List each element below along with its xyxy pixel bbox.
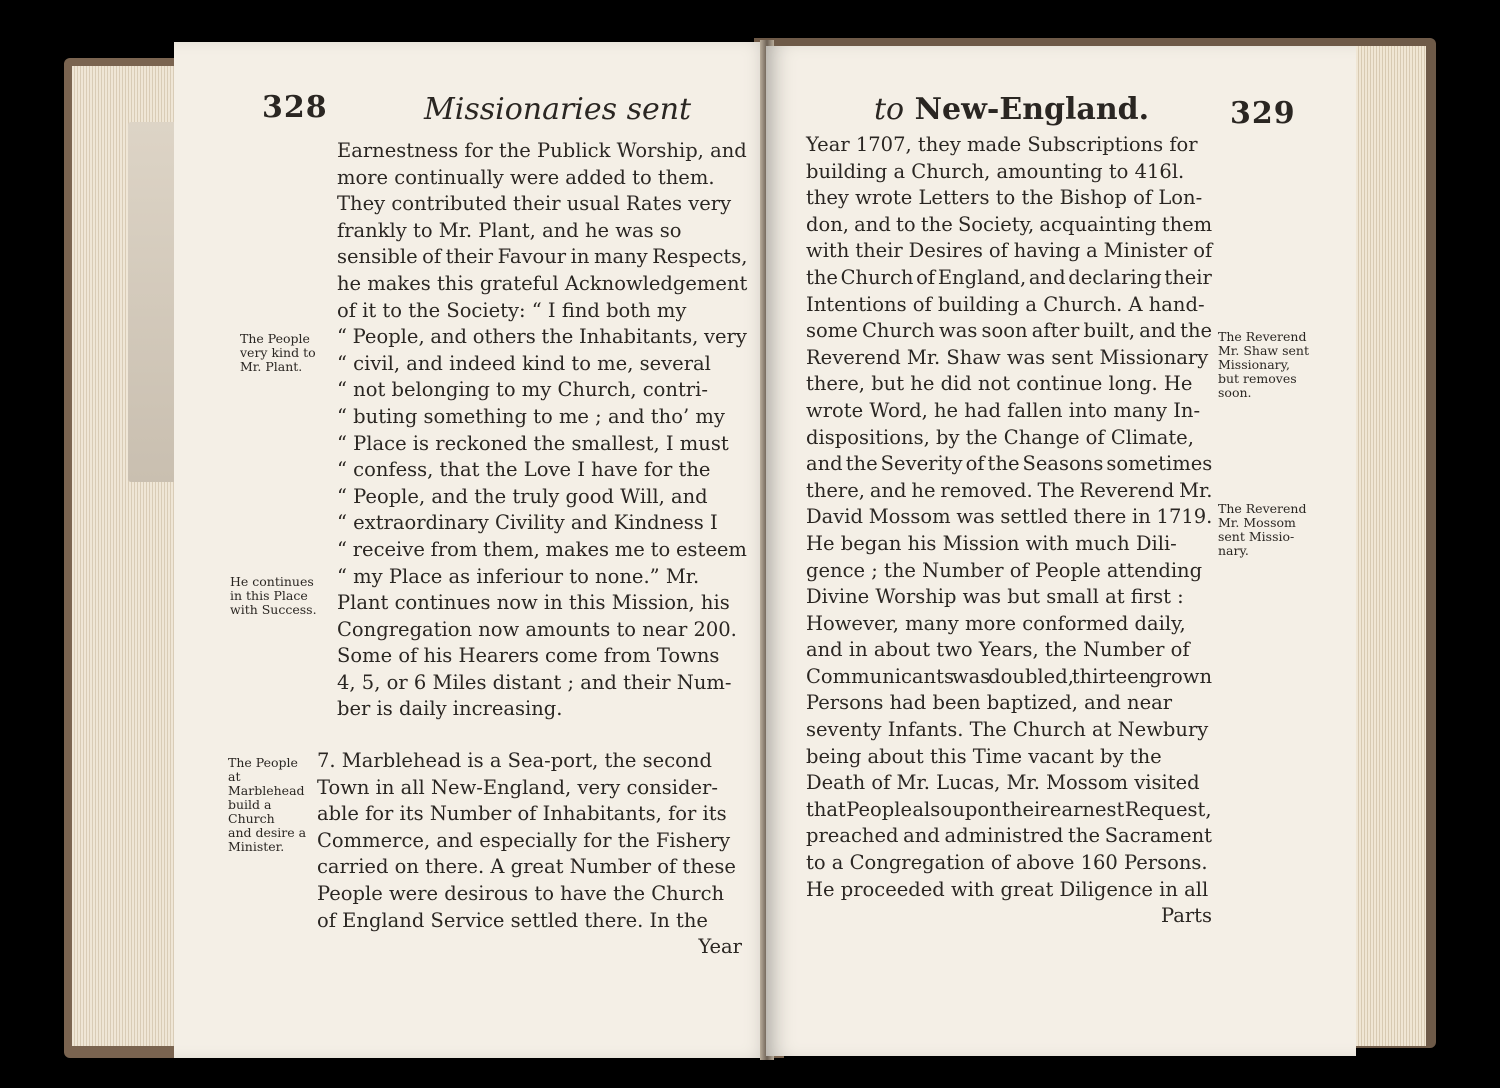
catchword: Parts [1160, 904, 1212, 928]
text-line: frankly to Mr. Plant, and he was so [337, 218, 682, 242]
text-line: and in about two Years, the Number of [806, 638, 1190, 662]
text-line: that People also upon their earnest Request, [806, 797, 1212, 821]
text-line: with their Desires of having a Minister of [806, 239, 1213, 263]
right-page-edges [1346, 46, 1426, 1046]
text-line: some Church was soon after built, and the [806, 319, 1213, 343]
text-line: of England Service settled there. In the [317, 908, 708, 932]
text-line: and the Severity of the Seasons sometimes [806, 452, 1213, 476]
text-line: Persons had been baptized, and near [806, 691, 1173, 715]
text-line: ber is daily increasing. [337, 697, 563, 721]
text-line: “ not belonging to my Church, contri- [337, 378, 708, 402]
text-line: Year 1707, they made Subscriptions for [806, 133, 1198, 156]
text-line: “ People, and the truly good Will, and [337, 484, 708, 508]
text-line: there, and he removed. The Reverend Mr. [806, 478, 1213, 502]
text-line: Town in all New-England, very consider- [317, 775, 718, 799]
text-line: building a Church, amounting to 416l. [806, 159, 1185, 183]
text-line: “ my Place as inferiour to none.” Mr. [337, 564, 700, 588]
text-line: 7. Marblehead is a Sea-port, the second [317, 749, 712, 772]
text-line: Divine Worship was but small at first : [806, 585, 1184, 609]
text-line: they wrote Letters to the Bishop of Lon- [806, 186, 1203, 210]
right-page-number: 329 [1230, 96, 1296, 131]
folded-page-flap [128, 122, 178, 482]
margin-note: The People very kind to Mr. Plant. [240, 331, 316, 374]
text-line: able for its Number of Inhabitants, for its [317, 802, 727, 826]
text-line: sensible of their Favour in many Respects, [337, 245, 748, 269]
text-line: carried on there. A great Number of these [317, 855, 736, 879]
text-line: more continually were added to them. [337, 165, 715, 189]
text-line: 4, 5, or 6 Miles distant ; and their Num- [337, 670, 732, 694]
text-line: being about this Time vacant by the [806, 744, 1162, 768]
right-page [766, 46, 1356, 1056]
text-line: Death of Mr. Lucas, Mr. Mossom visited [806, 771, 1200, 795]
text-line: the Church of England, and declaring their [806, 265, 1212, 289]
left-body-text-section-7 [317, 748, 742, 961]
text-line: “ civil, and indeed kind to me, several [337, 351, 711, 375]
left-page-number: 328 [262, 90, 328, 125]
catchword: Year [698, 935, 742, 959]
text-line: Plant continues now in this Mission, his [337, 591, 730, 615]
margin-note: The Reverend Mr. Mossom sent Missio- nary. [1218, 501, 1307, 558]
text-line: Intentions of building a Church. A hand- [806, 292, 1205, 316]
text-line: He began his Mission with much Dili- [806, 531, 1177, 555]
running-head-lead: to [874, 92, 905, 127]
text-line: However, many more conformed daily, [806, 611, 1186, 635]
text-line: “ receive from them, makes me to esteem [337, 537, 747, 561]
left-running-head: Missionaries sent [424, 92, 692, 127]
left-body-text [337, 138, 747, 723]
text-line: Reverend Mr. Shaw was sent Missionary [806, 345, 1209, 369]
right-running-head [874, 92, 1149, 127]
text-line: Earnestness for the Publick Worship, and [337, 139, 747, 162]
text-line: gence ; the Number of People attending [806, 558, 1203, 582]
margin-note: He continues in this Place with Success. [230, 574, 317, 617]
left-page [174, 42, 774, 1058]
margin-note: The People at Marblehead build a Church and desire a Minister. [228, 755, 307, 854]
text-line: “ buting something to me ; and tho’ my [337, 404, 725, 428]
text-line: there, but he did not continue long. He [806, 372, 1193, 396]
text-line: to a Congregation of above 160 Persons. [806, 851, 1208, 875]
text-line: “ Place is reckoned the smallest, I must [337, 431, 729, 455]
text-line: “ People, and others the Inhabitants, very [337, 325, 747, 349]
text-line: People were desirous to have the Church [317, 881, 725, 905]
margin-note: The Reverend Mr. Shaw sent Missionary, but removes soon. [1218, 329, 1309, 400]
text-line: Some of his Hearers come from Towns [337, 644, 720, 668]
text-line: wrote Word, he had fallen into many In- [806, 398, 1201, 422]
running-head-title: New-England. [914, 92, 1150, 127]
text-line: Communicants was doubled, thirteen grown [806, 664, 1213, 688]
text-line: “ extraordinary Civility and Kindness I [337, 511, 718, 535]
text-line: David Mossom was settled there in 1719. [806, 505, 1213, 529]
text-line: “ confess, that the Love I have for the [337, 458, 711, 482]
open-book [64, 36, 1436, 1062]
text-line: of it to the Society: “ I find both my [337, 298, 687, 322]
text-line: seventy Infants. The Church at Newbury [806, 718, 1209, 742]
text-line: dispositions, by the Change of Climate, [806, 425, 1194, 449]
text-line: Congregation now amounts to near 200. [337, 617, 737, 641]
text-line: He proceeded with great Diligence in all [806, 877, 1209, 901]
text-line: preached and administred the Sacrament [806, 824, 1212, 848]
text-line: he makes this grateful Acknowledgement [337, 271, 748, 295]
text-line: Commerce, and especially for the Fishery [317, 828, 731, 852]
text-line: They contributed their usual Rates very [337, 192, 732, 216]
right-body-text [806, 132, 1212, 930]
text-line: don, and to the Society, acquainting them [806, 212, 1213, 236]
